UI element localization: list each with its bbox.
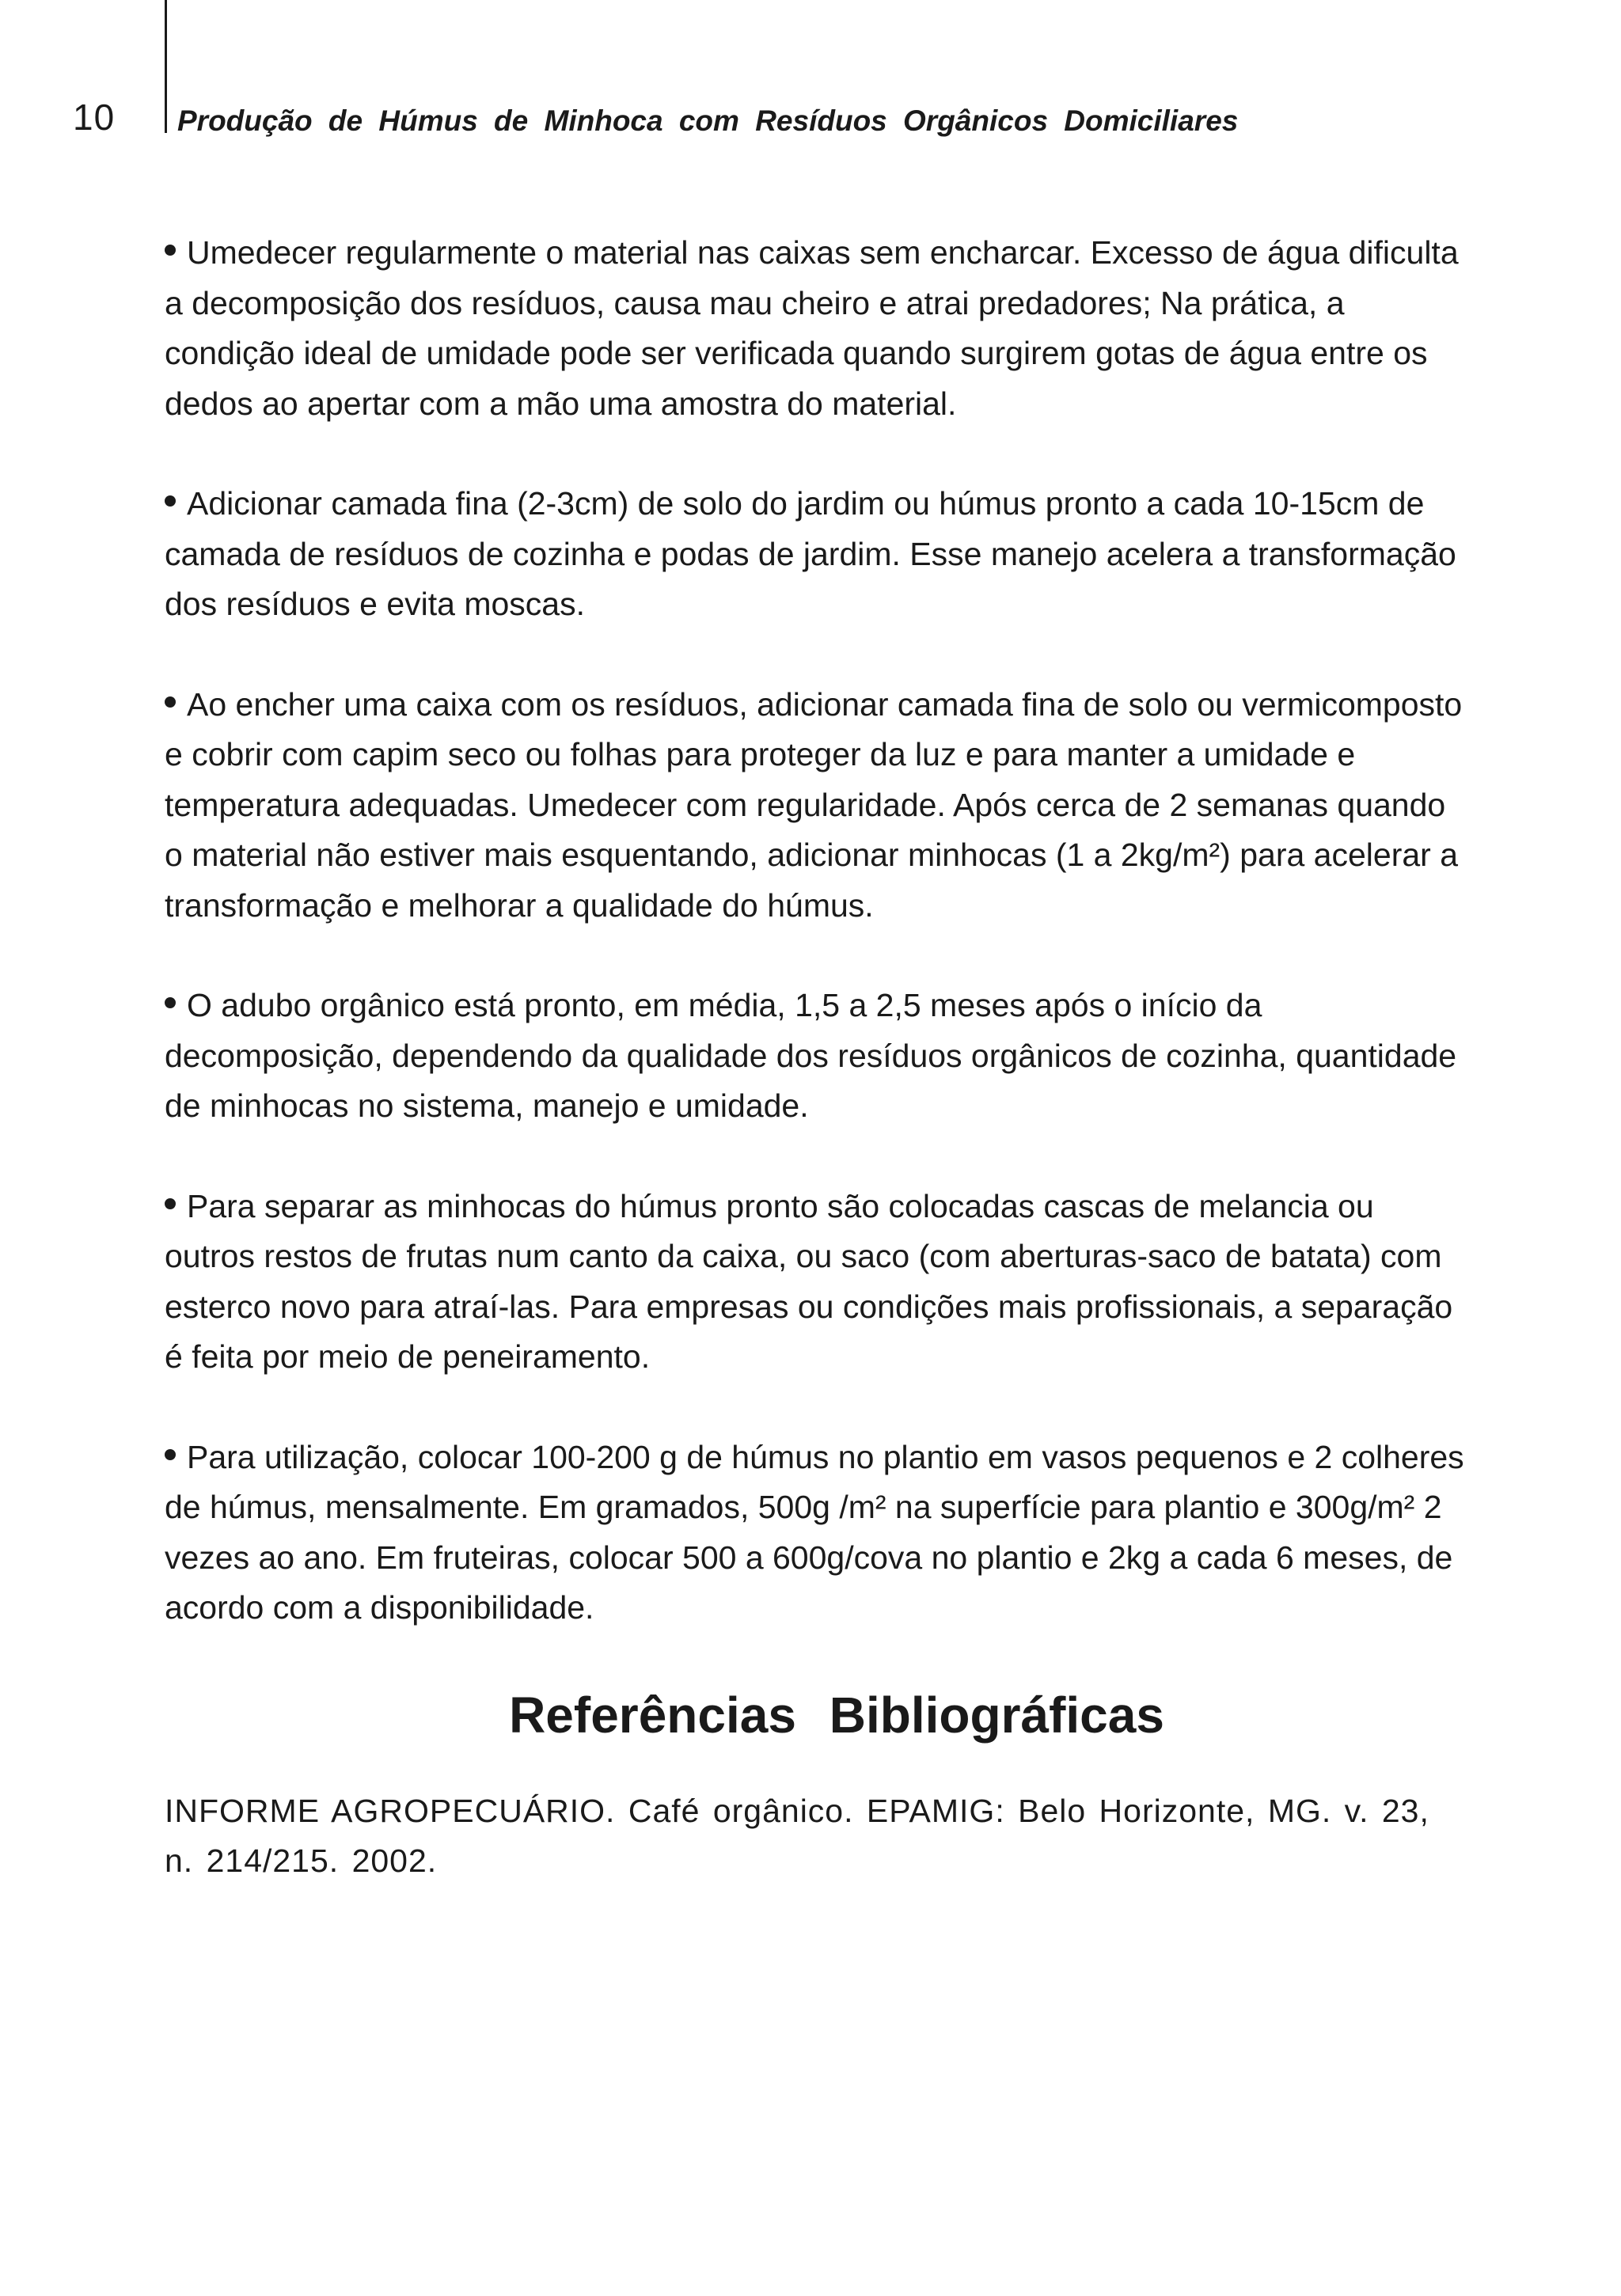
bullet-icon — [165, 1198, 176, 1209]
bullet-icon — [165, 495, 176, 507]
reference-entry: INFORME AGROPECUÁRIO. Café orgânico. EPAMIG: Belo Horizonte, MG. v. 23, n. 214/215. 2002. — [165, 1792, 1429, 1879]
bullet-text: Para utilização, colocar 100-200 g de húmus no plantio em vasos pequenos e 2 colheres de húmus, mensalmente. Em gramados, 500g /m² na superfície para plantio e 300g/m² 2 vezes ao ano. Em fruteiras, colocar 500 a 600g/cova no plantio e 2kg a cada 6 meses, de acordo com a disponibilidade. — [165, 1438, 1464, 1626]
bullet-icon — [165, 997, 176, 1008]
header-divider — [165, 0, 167, 133]
page-number: 10 — [73, 97, 116, 138]
running-title: Produção de Húmus de Minhoca com Resíduos Orgânicos Domiciliares — [177, 104, 1239, 137]
references-heading: Referências Bibliográficas — [509, 1686, 1164, 1744]
bullet-text: Umedecer regularmente o material nas caixas sem encharcar. Excesso de água dificulta a decomposição dos resíduos, causa mau cheiro e atrai predadores; Na prática, a condição ideal de umidade pode ser verificada quando surgirem gotas de água entre os dedos ao apertar com a mão uma amostra do material. — [165, 234, 1459, 422]
bullet-text: O adubo orgânico está pronto, em média, 1,5 a 2,5 meses após o início da decomposição, dependendo da qualidade dos resíduos orgânicos de cozinha, quantidade de minhocas no sistema, manejo e umidade. — [165, 987, 1457, 1124]
bullet-text: Para separar as minhocas do húmus pronto são colocadas cascas de melancia ou outros restos de frutas num canto da caixa, ou saco (com aberturas-saco de batata) com esterco novo para atraí-las. Para empresas ou condições mais profissionais, a separação é feita por meio de peneiramento. — [165, 1187, 1453, 1375]
bullet-item — [165, 1433, 1471, 1634]
bullet-item — [165, 1182, 1471, 1383]
bullet-text: Ao encher uma caixa com os resíduos, adicionar camada fina de solo ou vermicomposto e cobrir com capim seco ou folhas para proteger da luz e para manter a umidade e temperatura adequadas. Umedecer com regularidade. Após cerca de 2 semanas quando o material não estiver mais esquentando, adicionar minhocas (1 a 2kg/m²) para acelerar a transformação e melhorar a qualidade do húmus. — [165, 685, 1463, 924]
bullet-icon — [165, 696, 176, 708]
bullet-icon — [165, 1449, 176, 1460]
bullet-item — [165, 680, 1471, 932]
bullet-item — [165, 228, 1471, 429]
page-body — [165, 228, 1471, 1919]
bullet-item — [165, 981, 1471, 1132]
bullet-item — [165, 479, 1471, 630]
bullet-text: Adicionar camada fina (2-3cm) de solo do jardim ou húmus pronto a cada 10-15cm de camada de resíduos de cozinha e podas de jardim. Esse manejo acelera a transformação dos resíduos e evita moscas. — [165, 485, 1456, 622]
bullet-icon — [165, 245, 176, 256]
